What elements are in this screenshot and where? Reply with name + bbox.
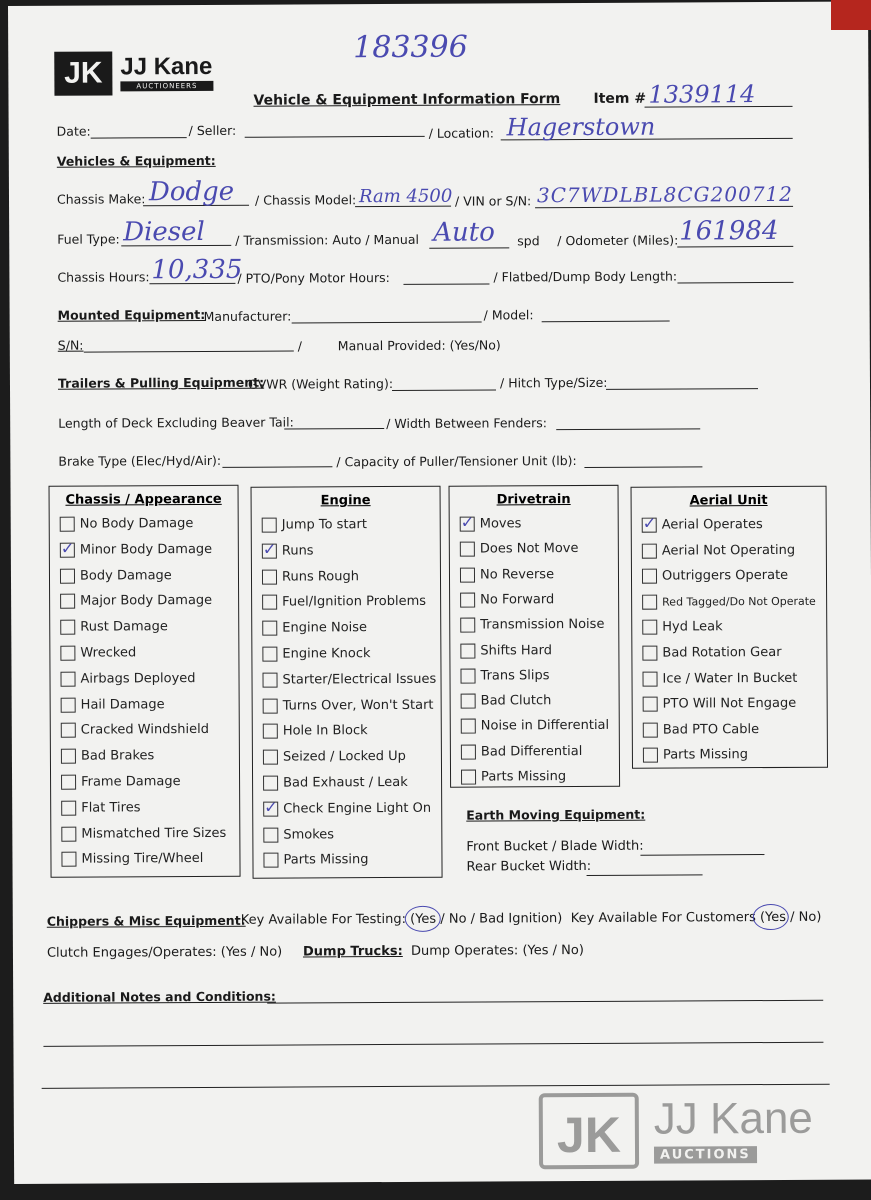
checkbox-label: No Reverse bbox=[479, 566, 555, 583]
checkbox-icon[interactable] bbox=[643, 722, 658, 737]
checkbox-item[interactable] bbox=[262, 646, 370, 662]
checkbox-item[interactable] bbox=[60, 568, 172, 584]
checkbox-item[interactable] bbox=[642, 620, 722, 635]
manufacturer-field[interactable] bbox=[292, 322, 482, 324]
jjkane-logo-mark: JK bbox=[54, 51, 112, 95]
drivetrain-box-title: Drivetrain bbox=[496, 492, 571, 508]
checkbox-icon[interactable] bbox=[461, 694, 476, 709]
checkbox-label: Missing Tire/Wheel bbox=[81, 851, 204, 868]
background-object bbox=[831, 0, 871, 30]
checkbox-label: Hole In Block bbox=[282, 723, 368, 739]
odometer-value: 161984 bbox=[679, 215, 779, 247]
chassis-model-label: / Chassis Model: bbox=[254, 192, 357, 208]
checkbox-item[interactable] bbox=[460, 643, 552, 658]
checkbox-item[interactable] bbox=[60, 542, 212, 558]
checkbox-icon[interactable] bbox=[263, 801, 278, 816]
checkbox-item[interactable] bbox=[642, 645, 781, 661]
checkbox-item[interactable] bbox=[460, 541, 579, 557]
chassis-box-title: Chassis / Appearance bbox=[65, 491, 222, 508]
pto-hours-field[interactable] bbox=[403, 283, 489, 284]
checkbox-label: Transmission Noise bbox=[480, 617, 605, 633]
checkbox-item[interactable] bbox=[642, 517, 763, 533]
checkbox-icon[interactable] bbox=[61, 826, 76, 841]
chassis-hours-value: 10,335 bbox=[151, 254, 243, 286]
chassis-model-value: Ram 4500 bbox=[358, 185, 453, 208]
checkbox-label: Smokes bbox=[283, 826, 335, 843]
capacity-label: / Capacity of Puller/Tensioner Unit (lb): bbox=[336, 453, 577, 470]
checkbox-item[interactable] bbox=[460, 567, 554, 582]
checkbox-icon[interactable] bbox=[262, 543, 277, 558]
checkbox-label: Starter/Electrical Issues bbox=[282, 671, 437, 688]
checkbox-item[interactable] bbox=[60, 671, 195, 687]
checkbox-icon[interactable] bbox=[263, 698, 278, 713]
checkbox-item[interactable] bbox=[60, 619, 168, 635]
checkbox-icon[interactable] bbox=[642, 569, 657, 584]
seller-label: / Seller: bbox=[188, 122, 237, 139]
checkbox-label: Minor Body Damage bbox=[79, 541, 213, 558]
checkbox-icon[interactable] bbox=[263, 724, 278, 739]
checkbox-item[interactable] bbox=[460, 668, 549, 683]
checkbox-icon[interactable] bbox=[642, 620, 657, 635]
yes-circle-testing bbox=[405, 906, 441, 932]
sn-slash: / bbox=[297, 338, 303, 354]
checkbox-item[interactable] bbox=[642, 594, 816, 610]
checkbox-item[interactable] bbox=[461, 769, 566, 785]
sn-field[interactable] bbox=[84, 351, 294, 353]
checkbox-item[interactable] bbox=[643, 722, 759, 738]
checkbox-item[interactable] bbox=[61, 774, 181, 790]
checkbox-item[interactable] bbox=[60, 645, 136, 660]
checkbox-icon[interactable] bbox=[61, 697, 76, 712]
checkbox-item[interactable] bbox=[642, 670, 797, 686]
earth-moving-heading: Earth Moving Equipment: bbox=[466, 806, 646, 823]
checkbox-icon[interactable] bbox=[60, 568, 75, 583]
checkbox-item[interactable] bbox=[61, 800, 140, 815]
checkbox-icon[interactable] bbox=[60, 646, 75, 661]
checkbox-icon[interactable] bbox=[61, 800, 76, 815]
item-number[interactable]: 1339114 bbox=[648, 80, 756, 109]
date-label: Date: bbox=[56, 123, 91, 139]
checkbox-label: Ice / Water In Bucket bbox=[662, 670, 798, 687]
checkbox-item[interactable] bbox=[262, 672, 436, 688]
checkbox-item[interactable] bbox=[461, 744, 583, 760]
checkbox-icon[interactable] bbox=[263, 776, 278, 791]
front-bucket-label: Front Bucket / Blade Width: bbox=[466, 838, 644, 855]
handwritten-number: 183396 bbox=[353, 29, 468, 66]
fender-width-field[interactable] bbox=[556, 428, 700, 430]
checkbox-label: Turns Over, Won't Start bbox=[282, 697, 434, 714]
checkbox-icon[interactable] bbox=[642, 646, 657, 661]
chippers-heading: Chippers & Misc Equipment: bbox=[46, 912, 246, 929]
checkbox-icon[interactable] bbox=[262, 672, 277, 687]
checkbox-item[interactable] bbox=[263, 697, 434, 713]
flatbed-label: / Flatbed/Dump Body Length: bbox=[493, 268, 678, 285]
checkbox-icon[interactable] bbox=[460, 643, 475, 658]
fuel-type-value: Diesel bbox=[123, 216, 205, 248]
hitch-label: / Hitch Type/Size: bbox=[499, 374, 608, 391]
checkbox-item[interactable] bbox=[61, 697, 165, 713]
seller-field[interactable] bbox=[245, 136, 425, 138]
checkbox-item[interactable] bbox=[61, 825, 226, 841]
checkbox-icon[interactable] bbox=[60, 594, 75, 609]
checkbox-item[interactable] bbox=[61, 851, 203, 867]
checkbox-icon[interactable] bbox=[460, 567, 475, 582]
deck-length-label: Length of Deck Excluding Beaver Tail: bbox=[58, 414, 294, 431]
checkbox-label: Fuel/Ignition Problems bbox=[282, 594, 427, 610]
manufacturer-label: Manufacturer: bbox=[203, 308, 292, 324]
checkbox-icon[interactable] bbox=[460, 668, 475, 683]
checkbox-label: No Forward bbox=[480, 592, 555, 608]
checkbox-label: Trans Slips bbox=[480, 667, 550, 684]
checkbox-label: Wrecked bbox=[80, 645, 137, 661]
checkbox-label: Outriggers Operate bbox=[661, 568, 789, 584]
checkbox-label: Frame Damage bbox=[81, 774, 181, 790]
checkbox-icon[interactable] bbox=[61, 749, 76, 764]
key-testing[interactable]: Key Available For Testing: (Yes / No / Bad Ignition) bbox=[240, 911, 563, 928]
key-customers[interactable]: Key Available For Customers (Yes / No) bbox=[570, 909, 822, 927]
checkbox-label: Airbags Deployed bbox=[80, 670, 196, 687]
checkbox-icon[interactable] bbox=[461, 719, 476, 734]
chassis-make-label: Chassis Make: bbox=[56, 191, 146, 207]
checkbox-icon[interactable] bbox=[262, 647, 277, 662]
checkbox-label: Runs Rough bbox=[281, 568, 359, 585]
checkbox-label: Jump To start bbox=[281, 517, 367, 533]
checkbox-label: Aerial Operates bbox=[661, 517, 763, 533]
checkbox-label: Cracked Windshield bbox=[80, 722, 209, 739]
spd-label: spd bbox=[517, 233, 540, 249]
checkbox-label: Bad Clutch bbox=[480, 693, 552, 709]
checkbox-item[interactable] bbox=[262, 594, 426, 610]
checkbox-icon[interactable] bbox=[262, 569, 277, 584]
checkbox-label: Does Not Move bbox=[479, 541, 579, 557]
checkbox-item[interactable] bbox=[460, 592, 554, 607]
aerial-unit-box bbox=[631, 486, 828, 769]
engine-box bbox=[251, 486, 443, 879]
gvwr-field[interactable] bbox=[392, 389, 496, 391]
checkbox-icon[interactable] bbox=[262, 518, 277, 533]
checkbox-icon[interactable] bbox=[60, 620, 75, 635]
checkbox-icon[interactable] bbox=[643, 697, 658, 712]
checkbox-label: Red Tagged/Do Not Operate bbox=[662, 594, 816, 609]
brand-name: JJ Kane bbox=[120, 52, 213, 81]
watermark-sub: AUCTIONS bbox=[654, 1146, 757, 1164]
checkbox-label: Engine Noise bbox=[282, 620, 368, 636]
form-title: Vehicle & Equipment Information Form bbox=[253, 91, 561, 109]
date-field[interactable] bbox=[91, 137, 187, 139]
vin-label: / VIN or S/N: bbox=[454, 193, 532, 209]
checkbox-item[interactable] bbox=[263, 724, 368, 740]
notes-line-1[interactable] bbox=[267, 1000, 823, 1004]
flatbed-field[interactable] bbox=[677, 282, 793, 284]
checkbox-item[interactable] bbox=[642, 542, 795, 558]
watermark-name: JJ Kane bbox=[653, 1093, 813, 1144]
checkbox-item[interactable] bbox=[263, 775, 408, 791]
checkbox-label: Runs bbox=[281, 543, 314, 559]
sn-label: S/N: bbox=[57, 337, 84, 353]
rear-bucket-label: Rear Bucket Width: bbox=[466, 858, 592, 875]
checkbox-label: Bad Rotation Gear bbox=[662, 644, 782, 661]
checkbox-item[interactable] bbox=[643, 748, 748, 764]
manual-provided[interactable]: Manual Provided: (Yes/No) bbox=[337, 337, 501, 354]
checkbox-icon[interactable] bbox=[642, 543, 657, 558]
chassis-hours-label: Chassis Hours: bbox=[57, 269, 150, 285]
clutch-operates[interactable]: Clutch Engages/Operates: (Yes / No) bbox=[46, 944, 283, 961]
checkbox-item[interactable] bbox=[460, 617, 604, 633]
checkbox-label: Major Body Damage bbox=[80, 593, 213, 610]
checkbox-icon[interactable] bbox=[642, 518, 657, 533]
brake-type-label: Brake Type (Elec/Hyd/Air): bbox=[58, 452, 222, 469]
checkbox-item[interactable] bbox=[643, 696, 797, 712]
checkbox-label: Aerial Not Operating bbox=[661, 542, 796, 559]
checkbox-icon[interactable] bbox=[461, 770, 476, 785]
deck-length-field[interactable] bbox=[284, 428, 384, 430]
checkbox-icon[interactable] bbox=[461, 744, 476, 759]
checkbox-icon[interactable] bbox=[460, 517, 475, 532]
checkbox-label: Parts Missing bbox=[283, 852, 369, 868]
model-label: / Model: bbox=[483, 307, 534, 323]
checkbox-icon[interactable] bbox=[642, 594, 657, 609]
brand-subtitle: AUCTIONEERS bbox=[120, 81, 213, 91]
checkbox-icon[interactable] bbox=[263, 750, 278, 765]
checkbox-icon[interactable] bbox=[642, 671, 657, 686]
checkbox-label: Engine Knock bbox=[282, 646, 371, 662]
item-label: Item # bbox=[593, 90, 647, 107]
checkbox-label: Mismatched Tire Sizes bbox=[81, 825, 227, 842]
checkbox-item[interactable] bbox=[262, 569, 359, 585]
checkbox-item[interactable] bbox=[61, 722, 209, 738]
yes-circle-customers bbox=[753, 904, 789, 930]
brake-type-field[interactable] bbox=[222, 466, 332, 468]
checkbox-item[interactable] bbox=[461, 718, 609, 734]
model-field[interactable] bbox=[542, 321, 670, 323]
checkbox-item[interactable] bbox=[61, 748, 154, 763]
fender-width-label: / Width Between Fenders: bbox=[386, 415, 547, 432]
checkbox-label: Bad Exhaust / Leak bbox=[283, 774, 408, 791]
checkbox-icon[interactable] bbox=[643, 748, 658, 763]
checkbox-item[interactable] bbox=[263, 853, 368, 869]
notes-heading: Additional Notes and Conditions: bbox=[43, 988, 276, 1005]
checkbox-item[interactable] bbox=[263, 801, 431, 817]
drivetrain-box bbox=[449, 485, 621, 788]
location-label: / Location: bbox=[428, 125, 494, 141]
checkbox-icon[interactable] bbox=[460, 592, 475, 607]
checkbox-item[interactable] bbox=[642, 568, 788, 584]
pto-hours-label: / PTO/Pony Motor Hours: bbox=[237, 270, 390, 286]
checkbox-label: Parts Missing bbox=[481, 769, 567, 785]
checkbox-item[interactable] bbox=[262, 543, 314, 558]
checkbox-icon[interactable] bbox=[60, 671, 75, 686]
front-bucket-field[interactable] bbox=[640, 854, 764, 856]
checkbox-label: Moves bbox=[479, 516, 522, 532]
checkbox-label: Body Damage bbox=[79, 567, 172, 584]
checkbox-label: Shifts Hard bbox=[480, 642, 552, 659]
transmission-label: / Transmission: Auto / Manual bbox=[235, 231, 420, 248]
aerial-box-title: Aerial Unit bbox=[689, 493, 768, 509]
checkbox-item[interactable] bbox=[460, 516, 522, 531]
checkbox-label: Check Engine Light On bbox=[283, 800, 432, 817]
odometer-label: / Odometer (Miles): bbox=[557, 232, 679, 249]
jjkane-watermark bbox=[539, 1092, 849, 1174]
checkbox-label: Bad Differential bbox=[480, 743, 583, 760]
rear-bucket-field[interactable] bbox=[587, 874, 703, 876]
checkbox-label: No Body Damage bbox=[79, 516, 194, 532]
checkbox-label: Bad PTO Cable bbox=[662, 721, 760, 738]
checkbox-label: PTO Will Not Engage bbox=[662, 696, 797, 712]
trailers-heading: Trailers & Pulling Equipment: bbox=[57, 374, 265, 391]
hitch-field[interactable] bbox=[606, 388, 758, 390]
checkbox-label: Hyd Leak bbox=[662, 619, 723, 635]
checkbox-icon[interactable] bbox=[61, 723, 76, 738]
checkbox-item[interactable] bbox=[262, 620, 367, 636]
checkbox-item[interactable] bbox=[461, 693, 552, 708]
checkbox-item[interactable] bbox=[60, 593, 212, 609]
fuel-type-label: Fuel Type: bbox=[57, 231, 120, 247]
checkbox-label: Bad Brakes bbox=[80, 748, 155, 764]
checkbox-item[interactable] bbox=[262, 517, 367, 533]
checkbox-label: Noise in Differential bbox=[480, 718, 610, 734]
checkbox-label: Parts Missing bbox=[662, 747, 749, 763]
watermark-logo-icon: JK bbox=[539, 1093, 639, 1170]
engine-box-title: Engine bbox=[320, 493, 371, 509]
vehicles-heading: Vehicles & Equipment: bbox=[56, 152, 216, 169]
notes-line-2[interactable] bbox=[43, 1042, 823, 1047]
gvwr-label: GVWR (Weight Rating): bbox=[247, 375, 394, 392]
chassis-make-value: Dodge bbox=[148, 176, 235, 208]
notes-line-3[interactable] bbox=[42, 1084, 830, 1089]
checkbox-label: Hail Damage bbox=[80, 696, 165, 713]
dump-trucks-heading: Dump Trucks: bbox=[302, 943, 403, 960]
location-value: Hagerstown bbox=[506, 112, 656, 142]
vin-value: 3C7WDLBL8CG200712 bbox=[536, 181, 794, 208]
capacity-field[interactable] bbox=[584, 466, 702, 468]
checkbox-icon[interactable] bbox=[460, 542, 475, 557]
checkbox-icon[interactable] bbox=[262, 595, 277, 610]
chassis-appearance-box bbox=[49, 485, 241, 878]
checkbox-icon[interactable] bbox=[60, 542, 75, 557]
checkbox-icon[interactable] bbox=[263, 827, 278, 842]
form-sheet bbox=[8, 1, 871, 1183]
checkbox-label: Seized / Locked Up bbox=[282, 749, 406, 765]
checkbox-label: Flat Tires bbox=[81, 800, 141, 816]
checkbox-icon[interactable] bbox=[61, 775, 76, 790]
checkbox-item[interactable] bbox=[60, 516, 194, 532]
checkbox-icon[interactable] bbox=[263, 853, 278, 868]
dump-operates[interactable]: Dump Operates: (Yes / No) bbox=[410, 942, 584, 959]
checkbox-icon[interactable] bbox=[460, 618, 475, 633]
checkbox-item[interactable] bbox=[263, 749, 406, 765]
checkbox-label: Rust Damage bbox=[80, 619, 168, 635]
checkbox-icon[interactable] bbox=[60, 517, 75, 532]
transmission-value: Auto bbox=[433, 217, 495, 248]
checkbox-item[interactable] bbox=[263, 827, 334, 842]
checkbox-icon[interactable] bbox=[61, 852, 76, 867]
mounted-heading: Mounted Equipment: bbox=[57, 306, 206, 323]
checkbox-icon[interactable] bbox=[262, 621, 277, 636]
